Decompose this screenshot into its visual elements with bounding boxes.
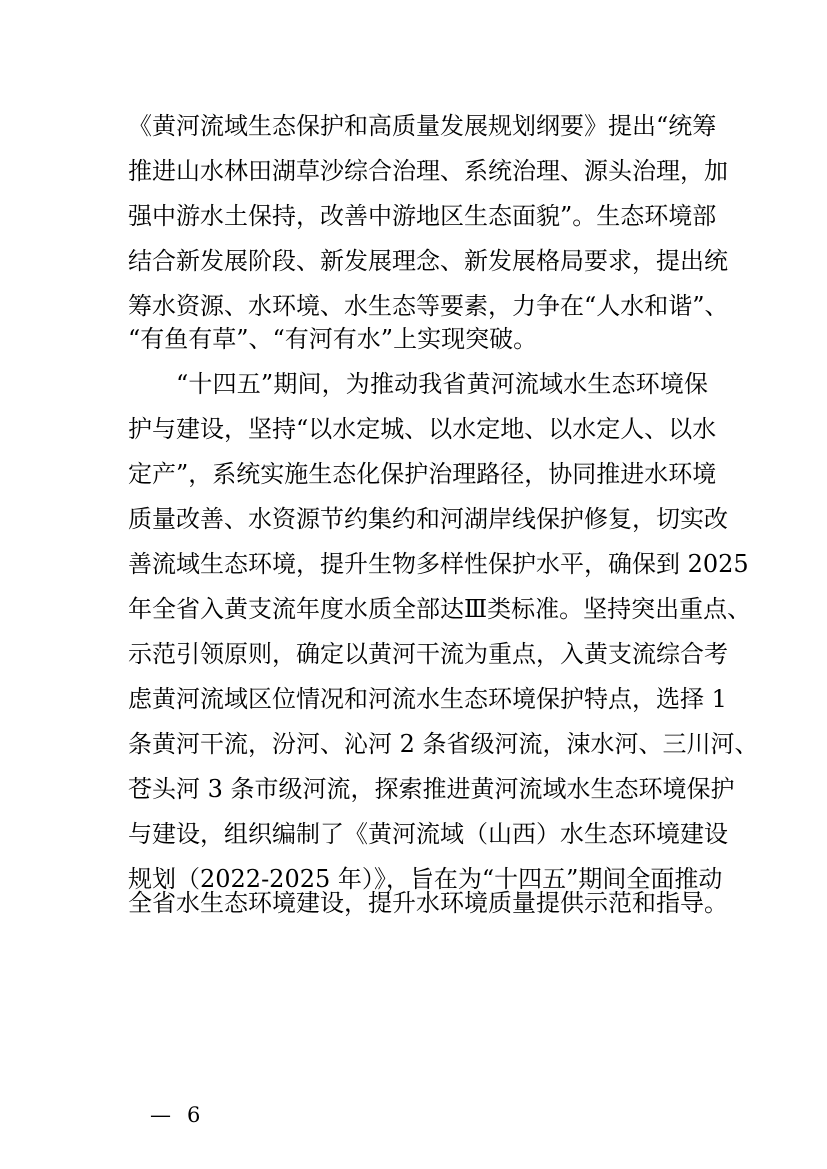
text-line: 年全省入黄支流年度水质全部达Ⅲ类标准。坚持突出重点、 — [128, 595, 752, 623]
text-line: 护与建设，坚持“以水定城、以水定地、以水定人、以水 — [128, 415, 717, 443]
footer-dash: — — [150, 1103, 171, 1127]
text-line: 规划（2022-2025 年）》，旨在为“十四五”期间全面推动 — [128, 865, 723, 893]
text-line: 全省水生态环境建设，提升水环境质量提供示范和指导。 — [128, 889, 728, 917]
text-line: 示范引领原则，确定以黄河干流为重点，入黄支流综合考 — [128, 640, 728, 668]
text-line: 筹水资源、水环境、水生态等要素，力争在“人水和谐”、 — [128, 292, 729, 320]
text-line: 苍头河 3 条市级河流，探索推进黄河流域水生态环境保护 — [128, 775, 735, 803]
text-line: “十四五”期间，为推动我省黄河流域水生态环境保 — [176, 370, 708, 398]
text-line: 条黄河干流，汾河、沁河 2 条省级河流，涑水河、三川河、 — [128, 730, 759, 758]
page-footer — [150, 1102, 200, 1128]
text-line: 《黄河流域生态保护和高质量发展规划纲要》提出“统筹 — [128, 112, 717, 140]
text-line: “有鱼有草”、“有河有水”上实现突破。 — [128, 325, 538, 353]
text-line: 虑黄河流域区位情况和河流水生态环境保护特点，选择 1 — [128, 685, 727, 713]
text-line: 善流域生态环境，提升生物多样性保护水平，确保到 2025 — [128, 550, 749, 578]
text-line: 定产”，系统实施生态化保护治理路径，协同推进水环境 — [128, 460, 717, 488]
text-line: 推进山水林田湖草沙综合治理、系统治理、源头治理，加 — [128, 157, 728, 185]
text-line: 结合新发展阶段、新发展理念、新发展格局要求，提出统 — [128, 247, 728, 275]
page-number: 6 — [187, 1103, 201, 1127]
text-line: 与建设，组织编制了《黄河流域（山西）水生态环境建设 — [128, 820, 728, 848]
text-line: 强中游水土保持，改善中游地区生态面貌”。生态环境部 — [128, 202, 717, 230]
text-line: 质量改善、水资源节约集约和河湖岸线保护修复，切实改 — [128, 505, 728, 533]
